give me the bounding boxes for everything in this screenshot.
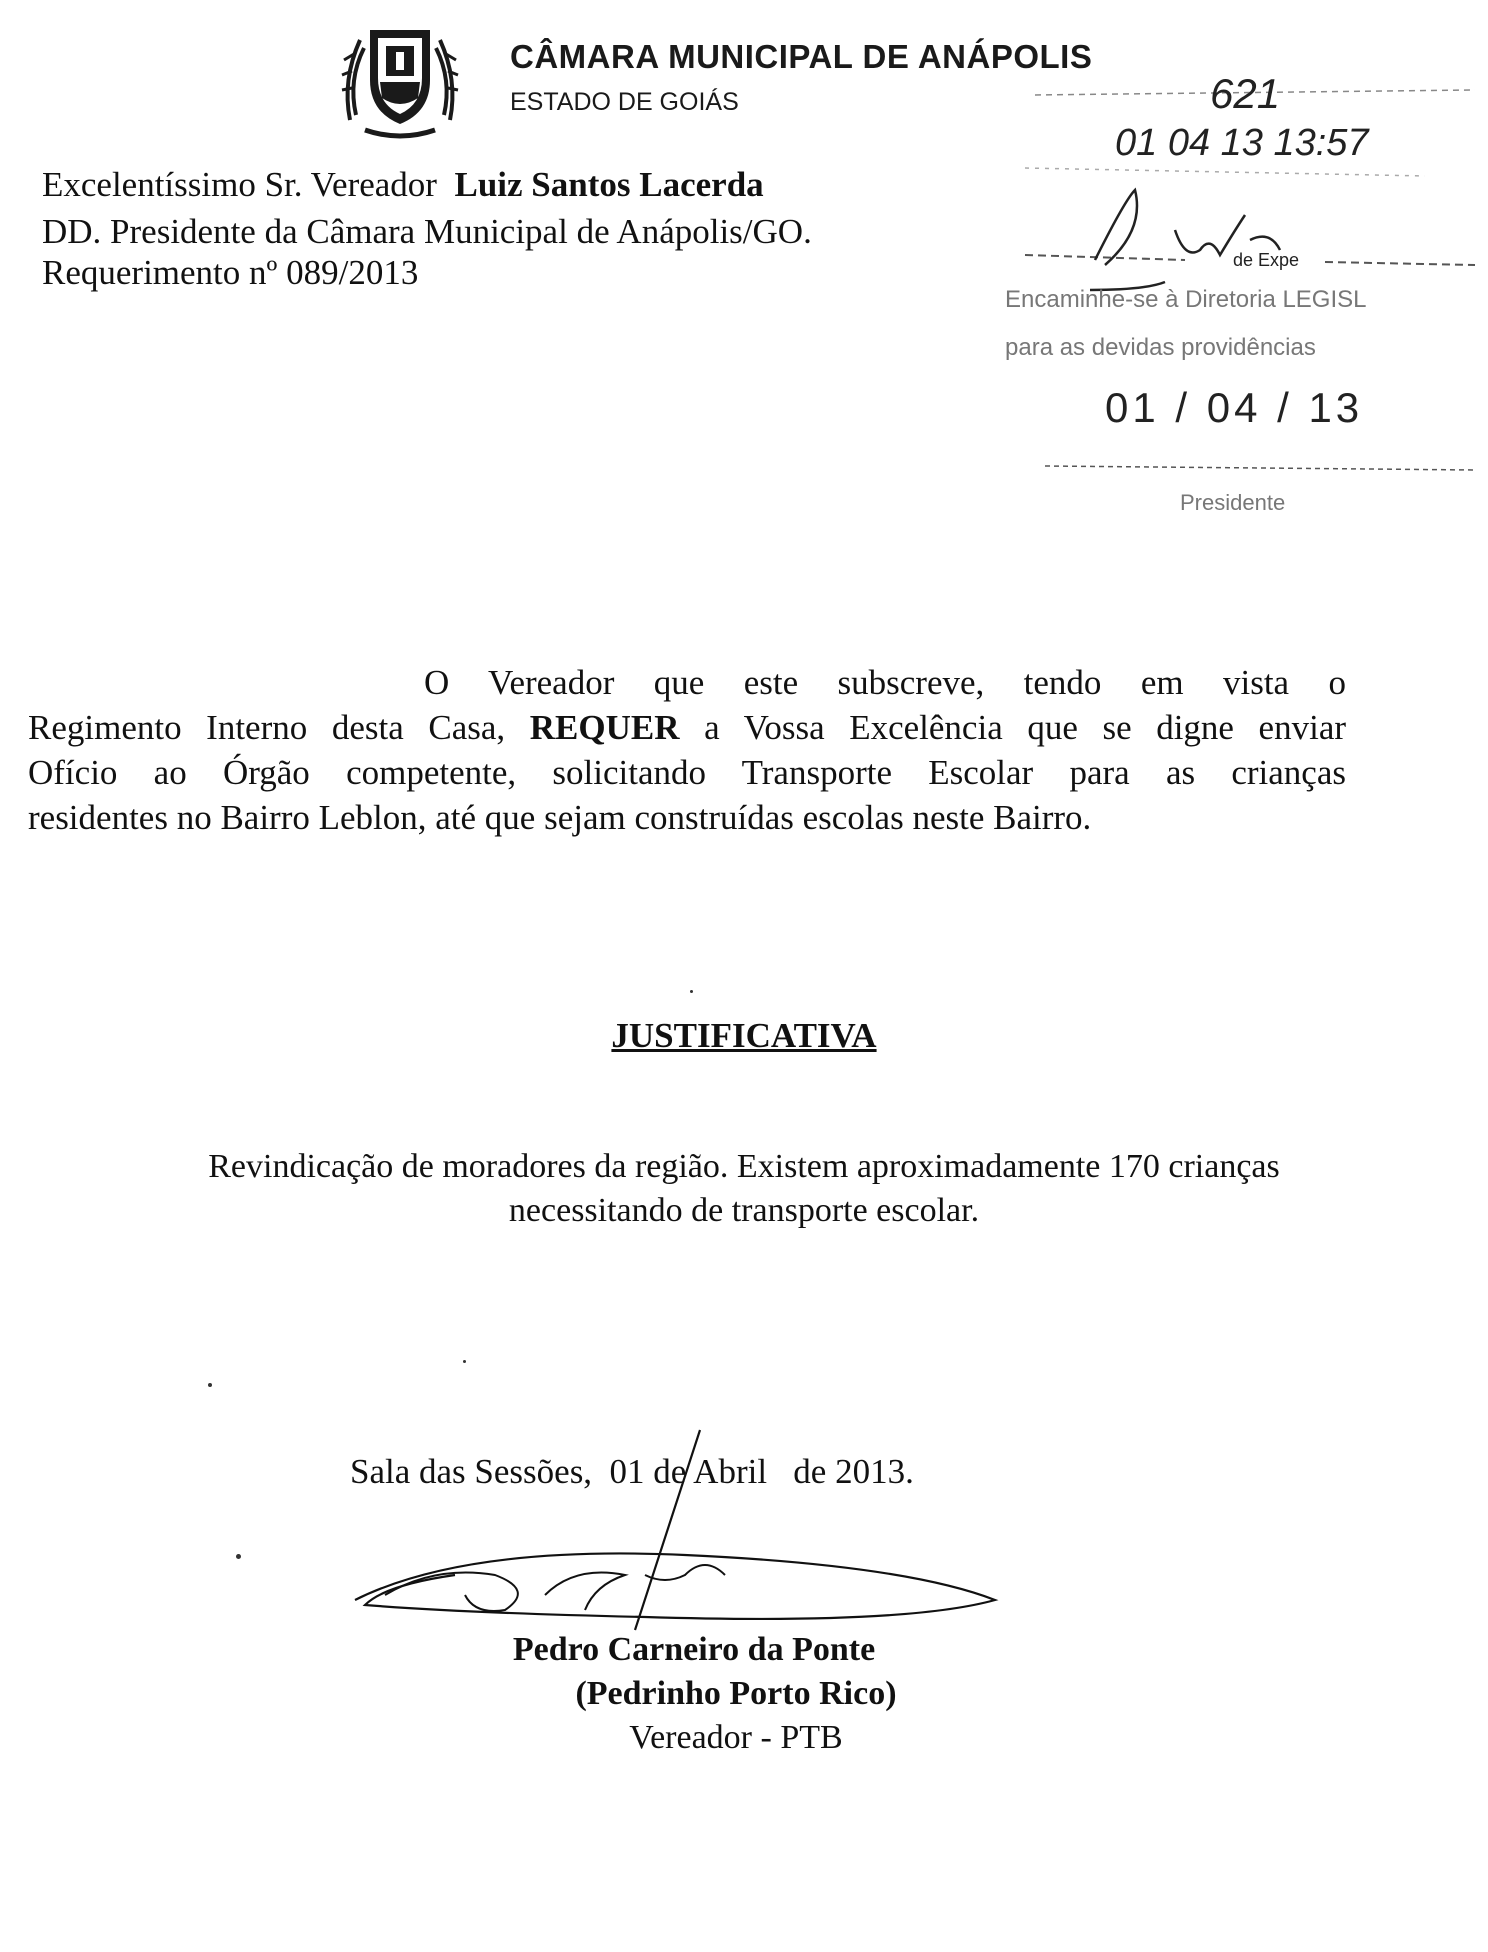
stamp-signature-role: Presidente bbox=[1180, 490, 1286, 515]
justification-heading bbox=[0, 1016, 1488, 1056]
justification-text bbox=[0, 1145, 1488, 1233]
institution-title: CÂMARA MUNICIPAL DE ANÁPOLIS bbox=[510, 38, 1093, 75]
requer-emphasis: REQUER bbox=[529, 708, 680, 747]
addressee-name: Luiz Santos Lacerda bbox=[454, 165, 764, 204]
justification-line: Revindicação de moradores da região. Existem aproximadamente 170 crianças bbox=[208, 1148, 1280, 1185]
scan-speck bbox=[690, 990, 693, 993]
scan-speck bbox=[236, 1554, 241, 1559]
institution-state: ESTADO DE GOIÁS bbox=[510, 88, 739, 116]
request-number: Requerimento nº 089/2013 bbox=[42, 253, 419, 292]
stamp-date-time: 01 04 13 13:57 bbox=[1115, 122, 1369, 164]
paragraph-line: O Vereador que este subscreve, tendo em vista o bbox=[424, 663, 1346, 702]
municipal-crest-icon bbox=[330, 20, 470, 140]
stamp-handwritten-date: 01 / 04 / 13 bbox=[1105, 384, 1364, 431]
stamp-section-label: de Expe bbox=[1233, 250, 1300, 270]
signatory-name: Pedro Carneiro da Ponte bbox=[512, 1631, 876, 1668]
paragraph-line: Regimento Interno desta Casa, REQUER a Vossa Excelência que se digne enviar bbox=[28, 708, 1347, 747]
paragraph-line: Ofício ao Órgão competente, solicitando Transporte Escolar para as crianças bbox=[28, 753, 1346, 792]
paragraph-line: residentes no Bairro Leblon, até que sejam construídas escolas neste Bairro. bbox=[28, 798, 1092, 837]
stamp-line-b: para as devidas providências bbox=[1005, 334, 1316, 361]
signatory-block bbox=[0, 1628, 1488, 1760]
protocol-stamp bbox=[1005, 50, 1485, 530]
salutation: Excelentíssimo Sr. Vereador bbox=[42, 165, 437, 204]
stamp-line-a: Encaminhe-se à Diretoria LEGISL bbox=[1005, 286, 1367, 313]
signatory-role: Vereador - PTB bbox=[629, 1719, 843, 1756]
place-date: Sala das Sessões, 01 de Abril de 2013. bbox=[350, 1452, 914, 1491]
justification-line: necessitando de transporte escolar. bbox=[508, 1192, 980, 1229]
justification-title: JUSTIFICATIVA bbox=[611, 1016, 877, 1055]
scan-speck bbox=[463, 1360, 466, 1363]
signatory-nickname: (Pedrinho Porto Rico) bbox=[575, 1675, 897, 1712]
addressee-role: DD. Presidente da Câmara Municipal de Anápolis/GO. bbox=[42, 212, 812, 251]
request-paragraph bbox=[28, 660, 1346, 840]
addressee-line bbox=[42, 165, 764, 205]
scan-speck bbox=[208, 1383, 212, 1387]
stamp-protocol-number: 621 bbox=[1210, 70, 1281, 117]
